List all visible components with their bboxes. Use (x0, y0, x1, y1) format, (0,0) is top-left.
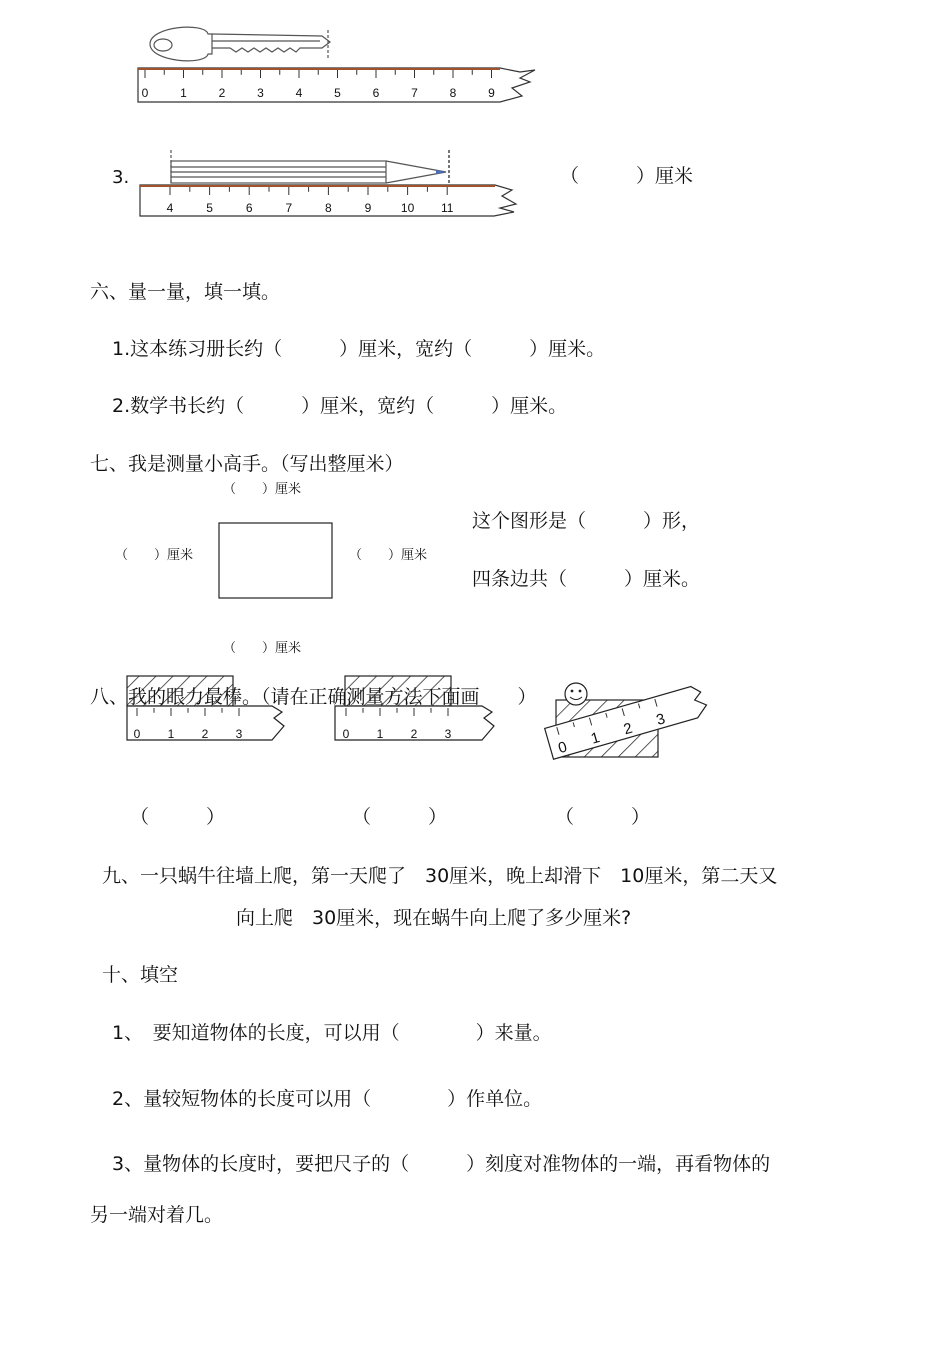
ruler-1-label: 8 (449, 86, 457, 100)
key-icon (150, 27, 330, 61)
figure-b-ruler-label: 2 (410, 727, 418, 741)
answer-a: （ ） (130, 806, 226, 828)
ruler-1-label: 7 (411, 86, 418, 100)
figure-b-ruler-label: 0 (342, 727, 350, 741)
figure-a-ruler-label: 2 (201, 727, 209, 741)
ruler-1-label: 3 (257, 86, 264, 100)
ruler-2-label: 7 (285, 201, 293, 215)
figure-a-ruler-label: 0 (133, 727, 141, 741)
ruler-2-label: 10 (400, 201, 415, 215)
ruler-2-label: 5 (206, 201, 213, 215)
q3-answer: （ ）厘米 (560, 165, 694, 187)
ruler-2-label: 6 (245, 201, 253, 215)
figure-a-ruler-label: 1 (167, 727, 175, 741)
figure-a-ruler-label: 3 (235, 727, 243, 741)
section-10-title: 十、填空 (102, 964, 179, 986)
answer-b: （ ） (352, 806, 448, 828)
section-6-q1: 1.这本练习册长约（ ）厘米，宽约（ ）厘米。 (112, 338, 606, 360)
ruler-1-label: 9 (488, 86, 495, 100)
answer-c: （ ） (555, 806, 651, 828)
ruler-1-label: 5 (334, 86, 341, 100)
figure-c-ruler-label: 1 (589, 729, 602, 748)
ruler-1-label: 6 (372, 86, 380, 100)
ruler-1-label: 0 (141, 86, 149, 100)
ruler-2-label: 11 (440, 201, 454, 215)
section-10-q3b: 另一端对着几。 (90, 1204, 224, 1226)
figure-c-ruler-label: 3 (654, 710, 668, 729)
shape-question: 这个图形是（ ）形， (472, 510, 701, 532)
ruler-1-label: 1 (180, 86, 187, 100)
figure-c-ruler-label: 2 (621, 719, 635, 739)
measure-rectangle (219, 523, 332, 598)
section-6-title: 六、量一量，填一填。 (90, 281, 281, 303)
ruler-1-label: 2 (218, 86, 226, 100)
section-6-q2: 2.数学书长约（ ）厘米，宽约（ ）厘米。 (112, 395, 568, 417)
ruler-2-label: 9 (364, 201, 372, 215)
ruler-2-label: 4 (166, 201, 174, 215)
figure-b-ruler-label: 3 (444, 727, 452, 741)
smiley-icon (565, 683, 587, 705)
figure-c-ruler-label: 0 (556, 738, 570, 758)
rect-top-label: （ ）厘米 (223, 482, 302, 497)
rect-bottom-label: （ ）厘米 (223, 641, 302, 656)
section-7-title: 七、我是测量小高手。（写出整厘米） (90, 453, 404, 475)
figure-c (545, 683, 710, 759)
rect-right-label: （ ）厘米 (349, 548, 428, 563)
ruler-2 (140, 185, 516, 216)
ruler-2-label: 8 (325, 201, 332, 215)
section-9-line2: 向上爬 30厘米，现在蜗牛向上爬了多少厘米? (236, 907, 632, 929)
figure-b-ruler-label: 1 (376, 727, 384, 741)
ruler-1 (138, 68, 535, 102)
section-8-title: 八、我的眼力最棒。（请在正确测量方法下面画 ） (90, 686, 537, 708)
section-10-q1: 1、 要知道物体的长度，可以用（ ）来量。 (112, 1022, 552, 1044)
section-10-q3a: 3、量物体的长度时，要把尺子的（ ）刻度对准物体的一端，再看物体的 (112, 1153, 771, 1175)
ruler-1-label: 4 (295, 86, 303, 100)
section-9-line1: 九、一只蜗牛往墙上爬，第一天爬了 30厘米，晚上却滑下 10厘米，第二天又 (102, 865, 778, 887)
sides-question: 四条边共（ ）厘米。 (472, 568, 701, 590)
pencil-icon (171, 150, 449, 188)
section-10-q2: 2、量较短物体的长度可以用（ ）作单位。 (112, 1088, 543, 1110)
q3-number: 3. (112, 167, 130, 188)
rect-left-label: （ ）厘米 (115, 548, 194, 563)
